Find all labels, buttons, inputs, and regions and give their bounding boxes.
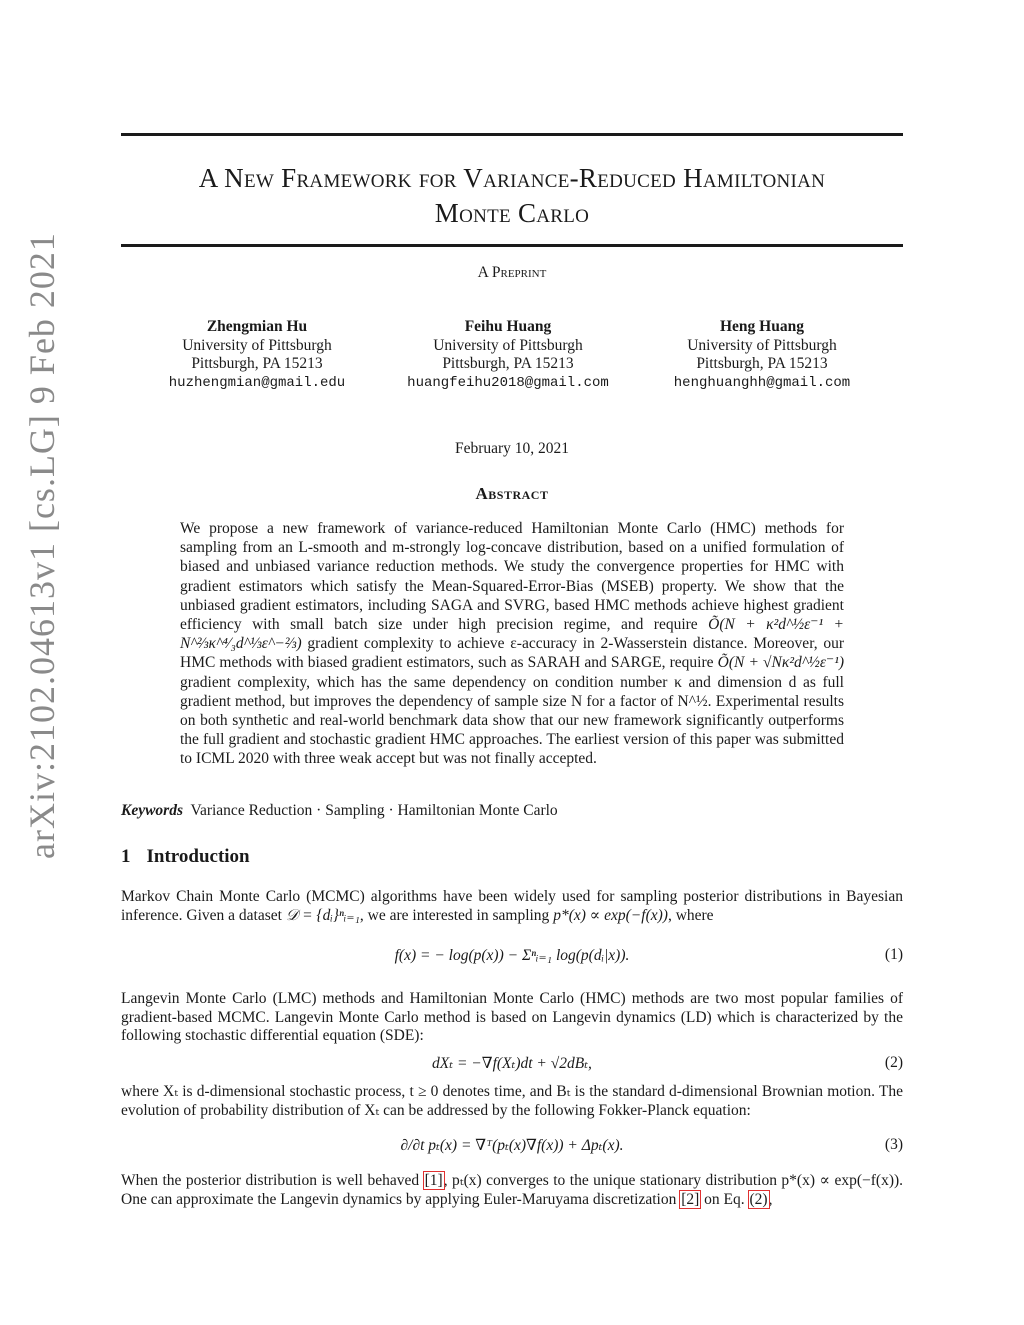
equation-3 [121, 1136, 903, 1158]
intro-paragraph-3: where Xₜ is d-dimensional stochastic process, t ≥ 0 denotes time, and Bₜ is the standard d-dimensional Brownian motion. The evolution of probability distribution of Xₜ can be addressed by the following Fokker-Planck equation: [121, 1083, 903, 1119]
intro-math: 𝒟 = {dᵢ}ⁿᵢ₌₁ [285, 906, 360, 924]
author-affiliation: University of Pittsburgh [687, 336, 837, 354]
intro-text: on Eq. [704, 1190, 745, 1208]
intro-paragraph-4 [121, 1172, 903, 1209]
paper-title-line2: Monte Carlo [434, 198, 590, 228]
intro-math: p*(x) ∝ exp(−f(x)) [553, 906, 668, 924]
equation-expression: f(x) = − log(p(x)) − Σⁿᵢ₌₁ log(p(dᵢ|x)). [394, 947, 630, 964]
author-address: Pittsburgh, PA 15213 [696, 355, 828, 372]
section-number: 1 [121, 846, 131, 867]
intro-paragraph-1 [121, 888, 903, 925]
keywords-label: Keywords [121, 802, 183, 819]
keywords-text: Variance Reduction · Sampling · Hamiltonian Monte Carlo [190, 802, 558, 819]
author-name: Zhengmian Hu [206, 318, 308, 335]
author-block-2 [378, 318, 638, 392]
author-email[interactable]: henghuanghh@gmail.com [673, 374, 851, 391]
equation-number: (2) [884, 1054, 903, 1071]
author-email[interactable]: huangfeihu2018@gmail.com [407, 374, 609, 391]
citation-link-2[interactable]: [2] [681, 1190, 700, 1208]
intro-text: , [768, 1190, 773, 1208]
preprint-label: A Preprint [477, 264, 547, 281]
citation-link-1[interactable]: [1] [424, 1172, 443, 1189]
arxiv-identifier: arXiv:2102.04613v1 [cs.LG] 9 Feb 2021 [22, 232, 62, 859]
abstract-heading: Abstract [475, 484, 549, 503]
author-name: Heng Huang [720, 318, 804, 335]
intro-text: , we are interested in sampling [359, 906, 550, 924]
top-rule [121, 133, 903, 136]
keywords-line [121, 802, 903, 820]
author-email[interactable]: huzhengmian@gmail.edu [168, 374, 346, 391]
author-affiliation: University of Pittsburgh [182, 336, 332, 354]
intro-text: Markov Chain Monte Carlo (MCMC) algorithms have been widely used for sampling posterior distributions in Bayesian inference. Given a dataset [121, 888, 903, 924]
intro-text: When the posterior distribution is well behaved [121, 1172, 420, 1189]
equation-number: (1) [884, 946, 903, 963]
paper-date: February 10, 2021 [454, 440, 570, 457]
author-affiliation: University of Pittsburgh [433, 336, 583, 354]
abstract-text-1: We propose a new framework of variance-reduced Hamiltonian Monte Carlo (HMC) methods for sampling from an L-smooth and m-strongly log-concave distribution, based on a unified formulation of biased and unbiased variance reduction methods. We study the convergence properties for HMC with gradient estimators which satisfy the Mean-Squared-Error-Bias (MSEB) property. We show that the unbiased gradient estimators, including SAGA and SVRG, based HMC methods achieve highest gradient efficiency with small batch size under high precision regime, and require [180, 520, 844, 634]
intro-paragraph-2: Langevin Monte Carlo (LMC) methods and Hamiltonian Monte Carlo (HMC) methods are two most popular families of gradient-based MCMC. Langevin Monte Carlo method is based on Langevin dynamics (LD) which is characterized by the following stochastic differential equation (SDE): [121, 990, 903, 1044]
abstract-text-3: gradient complexity, which has the same dependency on condition number κ and dimension d as full gradient method, but improves the dependency of sample size N for a factor of N^½. Experimental results on both synthetic and real-world benchmark data show that our new framework significantly outperforms the full gradient and stochastic gradient HMC approaches. The earliest version of this paper was submitted to ICML 2020 with three weak accept but was not finally accepted. [180, 673, 844, 768]
author-block-3 [632, 318, 892, 392]
abstract-math-2: Õ(N + √Nκ²d^½ε⁻¹) [717, 654, 844, 672]
equation-link-2[interactable]: (2) [749, 1190, 768, 1208]
intro-text: , pₜ(x) converges to the unique stationary distribution p*(x) ∝ exp(−f(x)). One can approximate the Langevin dynamics by applying Euler-Maruyama discretization [121, 1172, 904, 1208]
abstract-math-1: Õ(N + κ²d^½ε⁻¹ + N^⅔κ^⁴⁄₃d^⅓ε^−⅔) [180, 616, 844, 653]
abstract-body [180, 519, 844, 769]
equation-expression: dXₜ = −∇f(Xₜ)dt + √2dBₜ, [432, 1055, 592, 1072]
author-address: Pittsburgh, PA 15213 [442, 355, 574, 372]
intro-text: , where [667, 906, 714, 924]
section-heading [121, 846, 250, 868]
equation-expression: ∂/∂t pₜ(x) = ∇ᵀ(pₜ(x)∇f(x)) + Δpₜ(x). [400, 1137, 624, 1154]
equation-1 [121, 946, 903, 968]
author-name: Feihu Huang [464, 318, 552, 335]
equation-number: (3) [884, 1136, 903, 1153]
author-block-1 [127, 318, 387, 392]
author-address: Pittsburgh, PA 15213 [191, 355, 323, 372]
section-title: Introduction [146, 846, 250, 867]
abstract-text-2: gradient complexity to achieve ε-accuracy in 2-Wasserstein distance. Moreover, our HMC methods with biased gradient estimators, such as SARAH and SARGE, require [180, 635, 845, 672]
paper-title-line1: A New Framework for Variance-Reduced Hamiltonian [198, 163, 826, 193]
equation-2 [121, 1054, 903, 1076]
bottom-rule [121, 244, 903, 247]
